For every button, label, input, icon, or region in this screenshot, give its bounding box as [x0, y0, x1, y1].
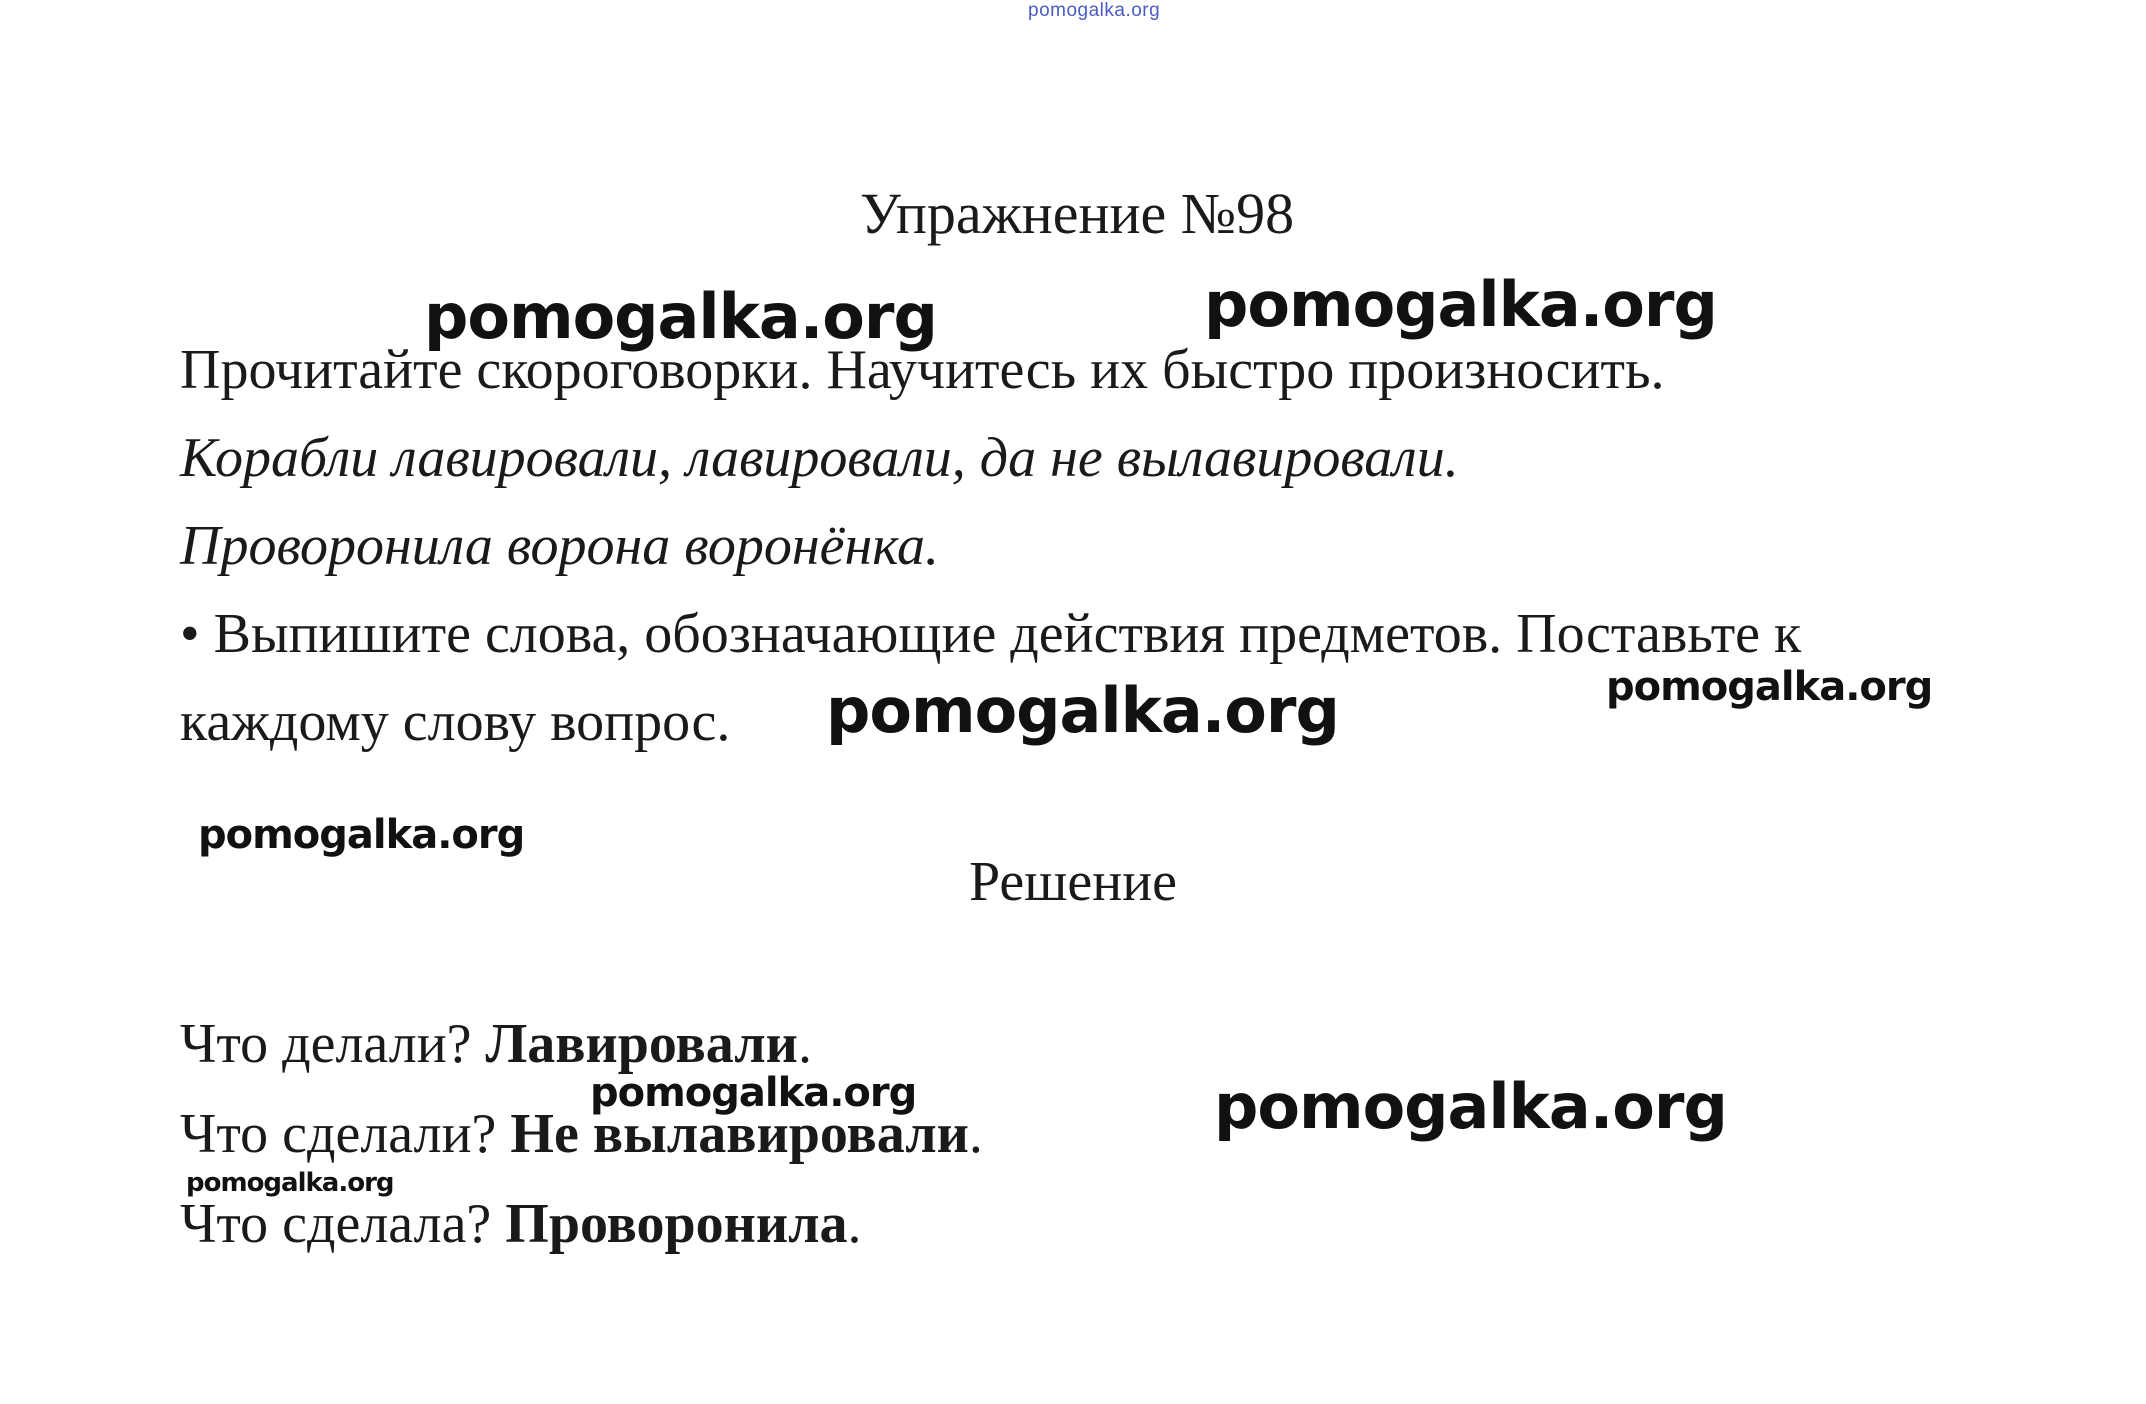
- task-text-line-2: каждому слову вопрос.: [180, 691, 731, 753]
- tongue-twister-1: Корабли лавировали, лавировали, да не вылавировали.: [180, 427, 1459, 489]
- watermark: pomogalka.org: [1204, 268, 1717, 341]
- answer-period: .: [847, 1193, 862, 1255]
- answer-line: [180, 1192, 862, 1256]
- task-text-line-1: • Выпишите слова, обозначающие действия предметов. Поставьте к: [180, 603, 1802, 665]
- answer-period: .: [968, 1103, 983, 1165]
- exercise-title: Упражнение №98: [859, 181, 1295, 246]
- instruction-text: Прочитайте скороговорки. Научитесь их быстро произносить.: [180, 339, 1665, 401]
- answer-word: Проворонила: [505, 1193, 848, 1255]
- watermark: pomogalka.org: [1606, 664, 1933, 710]
- watermark: pomogalka.org: [424, 280, 937, 353]
- answer-question: Что сделали?: [180, 1103, 511, 1165]
- answer-line: [180, 1012, 812, 1076]
- site-link[interactable]: pomogalka.org: [1028, 0, 1161, 21]
- answer-question: Что сделала?: [180, 1193, 506, 1255]
- answer-word: Не вылавировали: [510, 1103, 969, 1165]
- watermark: pomogalka.org: [826, 674, 1339, 747]
- watermark: pomogalka.org: [1214, 1070, 1727, 1143]
- watermark: pomogalka.org: [590, 1070, 917, 1116]
- watermark: pomogalka.org: [186, 1168, 394, 1198]
- answer-period: .: [797, 1013, 812, 1075]
- solution-title: Решение: [968, 851, 1178, 913]
- answer-question: Что делали?: [180, 1013, 486, 1075]
- tongue-twister-2: Проворонила ворона воронёнка.: [180, 515, 940, 577]
- answer-word: Лавировали: [485, 1013, 798, 1075]
- watermark: pomogalka.org: [198, 812, 525, 858]
